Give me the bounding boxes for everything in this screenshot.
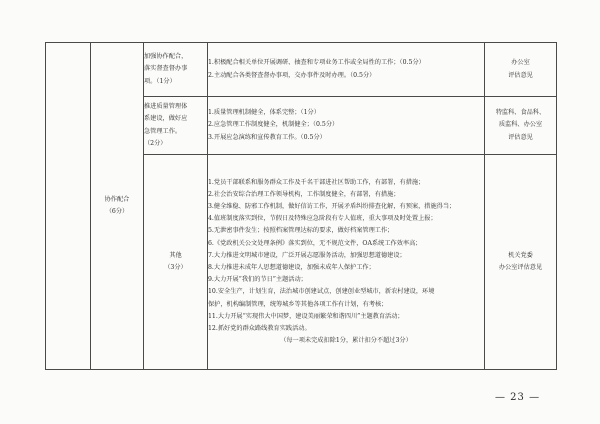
detail-line: 10.安全生产，计划生育，法治城市创建试点，创建创业型城市，新农村建设，环境 [208, 288, 435, 296]
detail-line: 3.开展应急演练和宣传教育工作。（0.5分） [208, 133, 326, 141]
evaluation-table [45, 42, 557, 370]
dept-cell [485, 43, 557, 97]
item-text: 项。（1分） [144, 77, 176, 85]
dept-cell [485, 155, 557, 370]
dept-text: 机关党委 [508, 251, 533, 259]
item-text: 其他 [169, 251, 182, 259]
item-cell [144, 155, 208, 370]
category-title: 协作配合 [104, 195, 130, 203]
detail-line: 1.积极配合相关单位开展调研、抽查和专项业务工作或全局性的工作；（0.5分） [208, 59, 425, 67]
dept-text: 评估意见 [508, 71, 533, 79]
item-text: （3分） [164, 264, 187, 271]
category-cell [91, 43, 144, 370]
detail-line: 4.值班制度落实到位，节假日及特殊应急阶段有专人值班，重大事项及时处置上报； [208, 215, 437, 223]
detail-line: 5.无泄密事件发生；按照档案管理达标的要求，做好档案管理工作； [208, 227, 394, 235]
dept-text: 评估意见 [508, 133, 533, 141]
item-text: 推进质量管理体 [144, 103, 188, 111]
detail-line: 2.主动配合各类督查督办事项，交办事件及时办理。（0.5分） [208, 71, 376, 79]
category-score: （6分） [105, 208, 129, 215]
detail-line: 保护，机构编制管理，统筹城乡等其他各项工作有计划，有考核； [208, 300, 388, 308]
item-cell [144, 43, 208, 97]
detail-line: 12.抓好党的群众路线教育实践活动。 [208, 325, 311, 333]
table-row [46, 43, 557, 97]
detail-cell [208, 97, 485, 155]
detail-line: 7.大力推进文明城市建设，广泛开展志愿服务活动，加强思想道德建设； [208, 251, 406, 259]
detail-line: 1.党员干部联系和服务群众工作及千名干部进社区帮助工作，有部署，有措施； [208, 178, 425, 186]
blank-column-cell [46, 43, 91, 370]
dept-text: 质监科、办公室 [498, 121, 543, 129]
item-text: 急管理工作。 [144, 127, 182, 135]
detail-line: 1.质量管理机制健全，体系完整；（1分） [208, 109, 320, 117]
page-number: — 23 — [495, 392, 541, 403]
item-text: 系建设，做好应 [144, 115, 188, 123]
detail-cell [208, 43, 485, 97]
item-cell [144, 97, 208, 155]
detail-line: 9.大力开展“我们的节日”主题活动； [208, 276, 307, 284]
detail-line: 3.健全维稳、防邪工作机制，做好信访工作，开展矛盾纠纷排查化解，有预案，措施得当； [208, 202, 456, 210]
detail-cell [208, 155, 485, 370]
item-text: 落实督查督办事 [144, 65, 188, 73]
detail-line: 8.大力推进未成年人思想道德建设，加强未成年人保护工作； [208, 264, 375, 271]
detail-line: 11.大力开展“实现伟大中国梦，建设美丽繁荣和谐四川”主题教育活动； [208, 312, 404, 320]
deduction-note: （每一项未完成扣除1分，累计扣分不超过3分） [280, 337, 412, 345]
detail-line: 6.《党政机关公文处理条例》落实到位，无不规范文件，OA系统工作效率高； [208, 239, 422, 247]
dept-text: 特监科、食品科、 [495, 109, 546, 117]
detail-line: 2.应急管理工作制度健全，机制健全；（0.5分） [208, 121, 339, 129]
detail-line: 2.社会治安综合治理工作领导机构，工作制度健全，有部署，有措施； [208, 190, 400, 198]
dept-text: 办公室 [511, 59, 530, 67]
item-text: （2分） [144, 139, 167, 147]
dept-text: 办公室评估意见 [498, 264, 543, 271]
dept-cell [485, 97, 557, 155]
item-text: 加强协作配合， [144, 53, 188, 61]
